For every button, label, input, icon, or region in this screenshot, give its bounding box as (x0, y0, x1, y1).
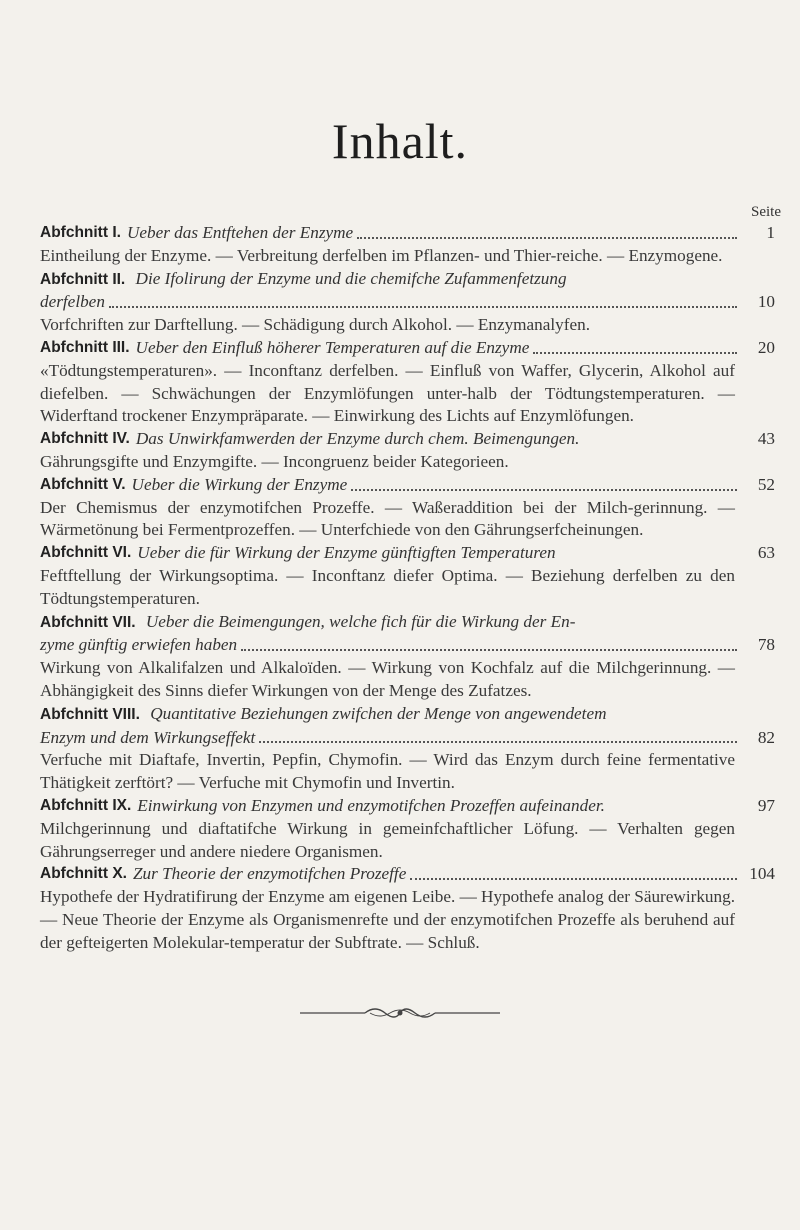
section-label: Abfchnitt I. (40, 224, 121, 241)
section-title: Ueber die für Wirkung der Enzyme günftigften Temperaturen (137, 543, 556, 563)
section-description: Wirkung von Alkalifalzen und Alkaloïden. — Wirkung von Kochfalz auf die Milchgerinnung. — Abhängigkeit des Sinns diefer Wirkungen von der Menge des Zufatzes. (40, 658, 735, 700)
section-description: «Tödtungstemperaturen». — Inconftanz derfelben. — Einfluß von Waffer, Glycerin, Alkohol auf diefelben. — Schwächungen der Enzymlöfungen unter-halb der Tödtungstemperaturen. — Widerftand trockener Enzympräparate. — Einwirkung des Lichts auf Enzymlöfungen. (40, 360, 735, 426)
page-number: 78 (757, 635, 775, 655)
page-number: 1 (766, 223, 775, 242)
section-title: Ueber den Einfluß höherer Temperaturen auf die Enzyme (135, 337, 530, 357)
section-label: Abfchnitt IX. (40, 796, 132, 814)
page-number: 97 (757, 795, 775, 815)
section-label: Abfchnitt VIII. (40, 705, 140, 723)
dot-leader (609, 810, 737, 812)
page-number: 43 (757, 429, 775, 449)
page-title: Inhalt. (331, 113, 469, 169)
section-title: Zur Theorie der enzymotifchen Prozeffe (132, 864, 407, 884)
section-label: Abfchnitt III. (40, 338, 130, 356)
toc-entry (40, 337, 775, 428)
section-description: Der Chemismus der enzymotifchen Prozeffe. — Waßeraddition bei der Milch-gerinnung. — Wärmetönung bei Fermentprozeffen. — Unterfchiede von den Gährungserfcheinungen. (40, 497, 735, 540)
dot-leader (109, 306, 737, 308)
page-number: 20 (757, 337, 775, 357)
section-label: Abfchnitt X. (40, 865, 127, 883)
dot-leader (533, 352, 737, 354)
toc-entry (40, 222, 775, 268)
toc-entry (40, 611, 775, 703)
dot-leader (241, 649, 737, 651)
toc-entry (40, 703, 775, 795)
section-label: Abfchnitt V. (40, 475, 126, 493)
section-description: Eintheilung der Enzyme. — Verbreitung derfelben im Pflanzen- und Thier-reiche. — Enzymogene. (40, 245, 723, 265)
dot-leader (410, 878, 737, 880)
dot-leader (583, 443, 737, 445)
page-number: 52 (757, 474, 775, 494)
section-label: Abfchnitt IV. (40, 430, 130, 448)
page-number: 63 (757, 543, 775, 563)
section-title: Ueber die Beimengungen, welche fich für die Wirkung der En- (145, 611, 576, 631)
end-ornament (270, 1003, 530, 1023)
section-title-continued: Enzym und dem Wirkungseffekt (40, 727, 256, 747)
toc-entry (40, 268, 775, 337)
page-number: 104 (749, 864, 775, 884)
section-label: Abfchnitt VI. (40, 544, 132, 562)
page-column-heading: Seite (751, 204, 781, 220)
section-title: Ueber die Wirkung der Enzyme (131, 474, 348, 494)
section-description: Hypothefe der Hydratifirung der Enzyme am eigenen Leibe. — Hypothefe analog der Säurewirkung. — Neue Theorie der Enzyme als Organismenrefte und der enzymotifchen Prozeffe als beruhend auf der gefteigerten Molekular-temperatur der Subftrate. — Schluß. (40, 887, 735, 952)
section-title: Das Unwirkfamwerden der Enzyme durch chem. Beimengungen. (135, 429, 580, 449)
dot-leader (357, 237, 737, 239)
section-title: Die Ifolirung der Enzyme und die chemifche Zufammenfetzung (135, 268, 567, 288)
table-of-contents (40, 222, 775, 955)
toc-entry (40, 542, 775, 610)
section-title: Einwirkung von Enzymen und enzymotifchen Prozeffen aufeinander. (137, 795, 605, 815)
page-number: 10 (757, 292, 775, 312)
section-title-continued: derfelben (40, 292, 105, 312)
section-description: Vorfchriften zur Darftellung. — Schädigung durch Alkohol. — Enzymanalyfen. (40, 315, 591, 335)
section-title: Quantitative Beziehungen zwifchen der Menge von angewendetem (150, 703, 607, 723)
section-title-continued: zyme günftig erwiefen haben (40, 635, 238, 655)
section-label: Abfchnitt VII. (40, 613, 136, 631)
section-description: Gährungsgifte und Enzymgifte. — Incongruenz beider Kategorieen. (40, 451, 509, 471)
toc-entry (40, 474, 775, 542)
dot-leader (351, 489, 737, 491)
toc-entry (40, 863, 775, 954)
section-description: Verfuche mit Diaftafe, Invertin, Pepfin, Chymofin. — Wird das Enzym durch feine fermentative Thätigkeit zerftört? — Verfuche mit Chymofin und Invertin. (40, 750, 735, 793)
section-title: Ueber das Entftehen der Enzyme (126, 223, 354, 242)
dot-leader (560, 557, 737, 559)
toc-entry (40, 428, 775, 474)
dot-leader (259, 741, 737, 743)
section-description: Milchgerinnung und diaftatifche Wirkung in gemeinfchaftlicher Löfung. — Verhalten gegen Gährungserreger und andere niedere Organismen. (40, 818, 735, 861)
page-number: 82 (757, 727, 775, 747)
section-description: Feftftellung der Wirkungsoptima. — Inconftanz diefer Optima. — Beziehung derfelben zu den Tödtungstemperaturen. (40, 565, 735, 608)
section-label: Abfchnitt II. (40, 270, 126, 288)
toc-entry (40, 795, 775, 863)
